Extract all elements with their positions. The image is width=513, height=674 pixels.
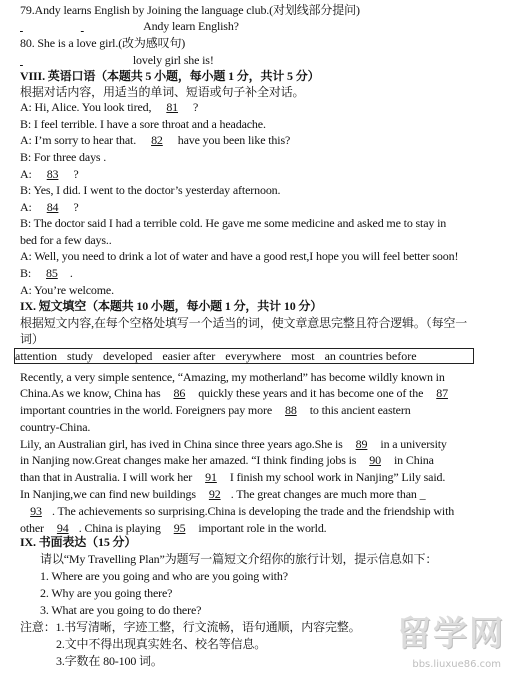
passage-line: in Nanjing now.Great changes make her amazed. “I think finding jobs is 90 in China — [20, 453, 434, 467]
answer-blank: 91 — [205, 470, 217, 484]
q80-line2: lovely girl she is! — [132, 53, 214, 67]
answer-blank: 86 — [173, 386, 186, 400]
passage-line: than that in Australia. I will work her 91 I finish my school work in Nanjing” Lily said. — [20, 470, 446, 484]
answer-blank: 85 — [46, 266, 58, 280]
answer-blank: 94 — [56, 521, 69, 535]
passage-line: Recently, a very simple sentence, “Amazing, my motherland” has become wildly known in — [20, 370, 445, 384]
answer-blank: 90 — [369, 453, 381, 467]
word-bank-item: developed — [103, 349, 153, 363]
answer-blank: 82 — [151, 133, 163, 147]
section10-item-3: 3. What are you going to do there? — [40, 603, 202, 617]
dialog-line: A: 83 ? — [20, 167, 79, 181]
dialog-line: B: The doctor said I had a terrible cold. He gave me some medicine and asked me to stay in — [20, 216, 447, 230]
word-bank-item: study — [67, 349, 94, 363]
answer-blank: 92 — [208, 487, 221, 501]
section10-note-2: 2.文中不得出现真实姓名、校名等信息。 — [56, 637, 267, 651]
answer-blank: 95 — [173, 521, 186, 535]
answer-blank: 88 — [284, 403, 297, 417]
q80-line1: 80. She is a love girl.(改为感叹句) — [20, 36, 186, 50]
dialog-line: A: Well, you need to drink a lot of water and have a good rest,I hope you will feel better soon! — [20, 249, 459, 263]
answer-blank: 87 — [436, 386, 448, 400]
answer-blank: 84 — [46, 200, 59, 214]
passage-line: In Nanjing,we can find new buildings 92 . The great changes are much more than _ — [20, 487, 426, 501]
passage-line: important countries in the world. Foreigners pay more 88 to this ancient eastern — [20, 403, 411, 417]
passage-line: country-China. — [20, 420, 91, 434]
word-bank-item: most — [291, 349, 315, 363]
word-bank-item: everywhere — [225, 349, 282, 363]
answer-blank: 81 — [166, 100, 179, 114]
section10-note-1: 注意：1.书写清晰，字迹工整，行文流畅，语句通顺，内容完整。 — [20, 620, 361, 634]
passage-line: China.As we know, China has 86 quickly these years and it has become one of the 87 — [20, 385, 458, 401]
dialog-line: bed for a few days.. — [20, 233, 112, 247]
watermark — [387, 606, 505, 670]
q79-line2: Andy learn English? — [143, 19, 239, 33]
section10-item-1: 1. Where are you going and who are you going with? — [40, 569, 288, 583]
q79-line1: 79.Andy learns English by Joining the language club.(对划线部分提问) — [20, 3, 360, 17]
section9-instruction-2: 词） — [20, 332, 44, 346]
watermark-url: bbs.liuxue86.com — [412, 659, 501, 670]
section10-title: IX. 书面表达（15 分） — [20, 535, 137, 549]
dialog-line: A: I’m sorry to hear that. 82 have you been like this? — [20, 133, 291, 147]
passage-line: 93 . The achievements so surprising.China is developing the trade and the friendship with — [20, 503, 454, 519]
word-bank — [14, 348, 474, 364]
dialog-line: B: Yes, I did. I went to the doctor’s yesterday afternoon. — [20, 183, 281, 197]
section9-title: IX. 短文填空（本题共 10 小题，每小题 1 分，共计 10 分） — [20, 299, 323, 313]
dialog-line: A: You’re welcome. — [20, 283, 114, 297]
section9-instruction-1: 根据短文内容,在每个空格处填写一个适当的词，使文章意思完整且符合逻辑。（每空一 — [20, 316, 468, 330]
answer-blank: 89 — [355, 437, 368, 451]
answer-blank: 93 — [30, 504, 42, 518]
section10-item-2: 2. Why are you going there? — [40, 586, 173, 600]
section10-prompt: 请以“My Travelling Plan”为题写一篇短文介绍你的旅行计划，提示信息如下： — [40, 552, 438, 566]
watermark-logo: 留学网 — [397, 614, 505, 654]
passage-line: other 94 . China is playing 95 important role in the world. — [20, 521, 327, 535]
section8-instruction: 根据对话内容，用适当的单词、短语或句子补全对话。 — [20, 85, 305, 99]
word-bank-item: an countries before — [324, 349, 417, 363]
dialog-line: B: I feel terrible. I have a sore throat and a headache. — [20, 117, 266, 131]
word-bank-item: attention — [15, 349, 57, 363]
dialog-line: A: Hi, Alice. You look tired, 81 ? — [20, 100, 199, 114]
section10-note-3: 3.字数在 80-100 词。 — [56, 654, 163, 668]
passage-line: Lily, an Australian girl, has ived in China since three years ago.She is 89 in a university — [20, 437, 447, 451]
dialog-line: A: 84 ? — [20, 200, 79, 214]
answer-blank: 83 — [46, 167, 59, 181]
dialog-line: B: For three days . — [20, 150, 107, 164]
dialog-line: B: 85 . — [20, 266, 73, 280]
word-bank-item: easier after — [162, 349, 216, 363]
section8-title: VIII. 英语口语（本题共 5 小题，每小题 1 分，共计 5 分） — [20, 69, 320, 83]
